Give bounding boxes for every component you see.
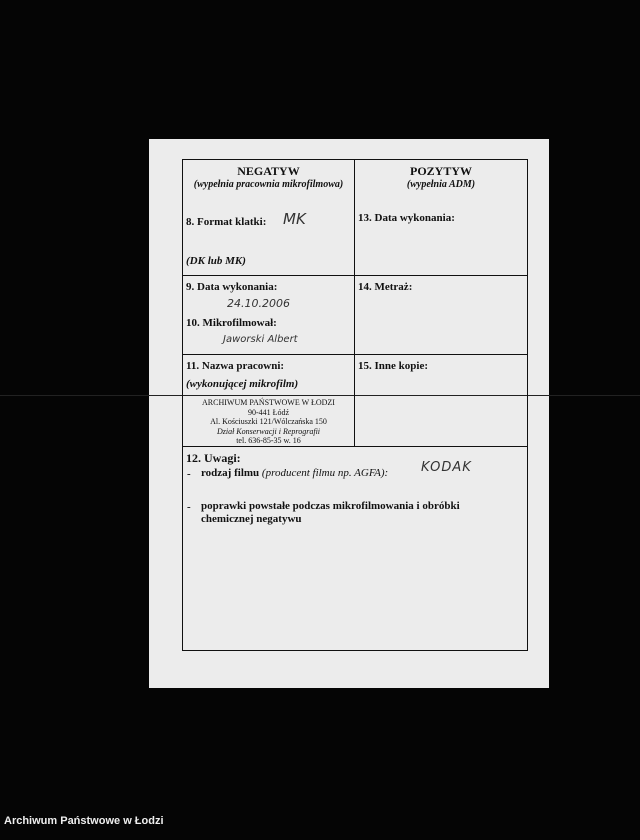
pozytyw-header [355,164,527,190]
negatyw-header [183,164,354,190]
stamp [183,398,354,446]
pozytyw-title: POZYTYW [409,164,472,178]
field12-item1 [201,467,388,479]
stamp-line: tel. 636-85-35 w. 16 [236,436,301,445]
field11-label: 11. Nazwa pracowni: [186,360,285,372]
form-table [182,159,528,651]
row-divider [183,354,527,355]
stamp-line: Al. Kościuszki 121/Wólczańska 150 [210,417,327,426]
bullet: - [187,468,191,480]
field13-label: 13. Data wykonania: [358,212,455,224]
field14-label: 14. Metraż: [358,281,413,293]
negatyw-title: NEGATYW [237,164,300,178]
field8-hint: (DK lub MK) [186,255,246,267]
field12-item2: poprawki powstałe podczas mikrofilmowania i obróbki chemicznej negatywu [201,500,460,525]
field8-value: MK [283,210,306,228]
field15-label: 15. Inne kopie: [358,360,428,372]
bullet: - [187,501,191,513]
pozytyw-subtitle: (wypełnia ADM) [406,179,476,190]
stamp-line: 90-441 Łódź [247,407,290,417]
stamp-line: Dział Konserwacji i Reprografii [216,426,321,436]
field12-label: 12. Uwagi: [186,451,241,465]
field8-label: 8. Format klatki: [186,216,267,228]
item1-hint: (producent filmu np. AGFA): [261,467,389,479]
stamp-line: ARCHIWUM PAŃSTWOWE W ŁODZI [202,398,335,407]
column-divider [354,160,355,446]
field10-label: 10. Mikrofilmował: [186,317,277,329]
field12-film-value: KODAK [421,460,472,475]
row-divider [183,446,527,447]
row-divider [183,275,527,276]
field9-label: 9. Data wykonania: [186,281,278,293]
negatyw-subtitle: (wypełnia pracownia mikrofilmowa) [193,179,344,190]
item1-label: rodzaj filmu [201,467,260,479]
field11-hint: (wykonującej mikrofilm) [186,378,299,390]
archive-footer: Archiwum Państwowe w Łodzi [4,815,164,827]
field10-signature: Jaworski Albert [223,334,298,345]
field9-value: 24.10.2006 [227,297,290,310]
